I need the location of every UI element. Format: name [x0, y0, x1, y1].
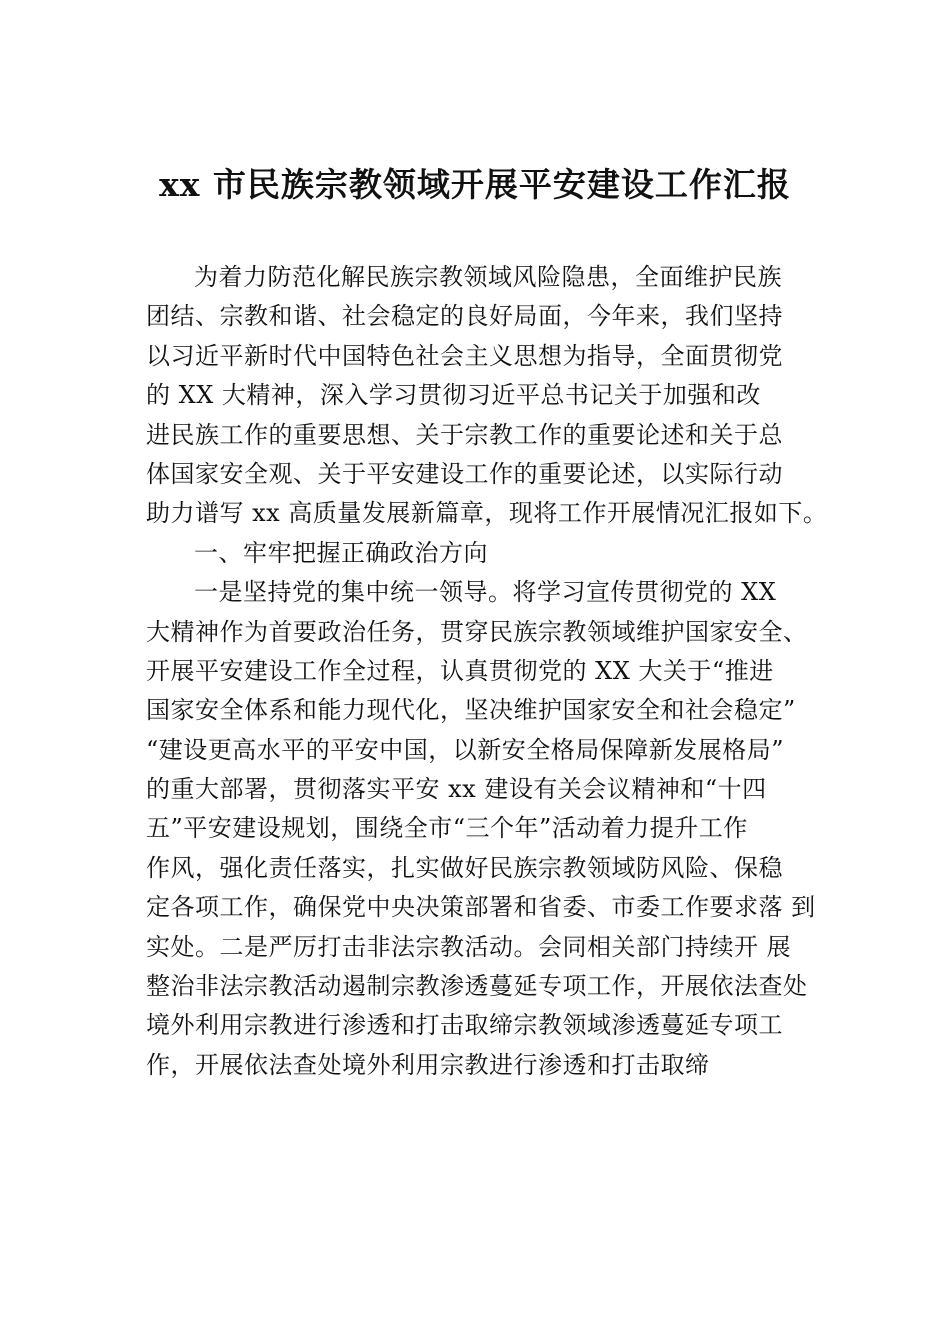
document-title: xx 市民族宗教领域开展平安建设工作汇报: [159, 165, 791, 204]
paragraph-line: 为着力防范化解民族宗教领域风险隐患，全面维护民族: [194, 263, 782, 291]
paragraph-line: 大精神作为首要政治任务，贯穿民族宗教领域维护国家安全、: [146, 617, 808, 646]
paragraph-line: 一是坚持党的集中统一领导。将学习宣传贯彻党的 XX: [194, 578, 777, 607]
paragraph-line: 作，开展依法查处境外利用宗教进行渗透和打击取缔: [146, 1050, 710, 1079]
paragraph-line: 境外利用宗教进行渗透和打击取缔宗教领域渗透蔓延专项工: [146, 1011, 783, 1040]
paragraph-line: 体国家安全观、关于平安建设工作的重要论述，以实际行动: [146, 459, 783, 488]
paragraph-line: 的 XX 大精神，深入学习贯彻习近平总书记关于加强和改: [146, 381, 761, 410]
section-heading: 一、牢牢把握正确政治方向: [194, 538, 488, 567]
paragraph-line: 五”平安建设规划，围绕全市“三个年”活动着力提升工作: [146, 814, 748, 843]
paragraph-line: 进民族工作的重要思想、关于宗教工作的重要论述和关于总: [146, 420, 783, 449]
paragraph-line: 以习近平新时代中国特色社会主义思想为指导，全面贯彻党: [146, 341, 783, 370]
paragraph-line: 作风，强化责任落实，扎实做好民族宗教领域防风险、保稳: [146, 853, 783, 882]
paragraph-line: “建设更高水平的平安中国，以新安全格局保障新发展格局”: [146, 735, 785, 764]
paragraph-line: 整治非法宗教活动遏制宗教渗透蔓延专项工作，开展依法查处: [146, 972, 808, 1001]
document-body: [146, 258, 846, 1085]
paragraph-line: 团结、宗教和谐、社会稳定的良好局面，今年来，我们坚持: [146, 302, 783, 331]
paragraph-line: 定各项工作，确保党中央决策部署和省委、市委工作要求落 到: [146, 893, 816, 922]
paragraph-line: 助力谱写 xx 高质量发展新篇章，现将工作开展情况汇报如下。: [146, 499, 828, 528]
paragraph-line: 的重大部署，贯彻落实平安 xx 建设有关会议精神和“十四: [146, 775, 767, 804]
paragraph-line: 实处。二是严厉打击非法宗教活动。会同相关部门持续开 展: [146, 932, 792, 961]
paragraph-line: 开展平安建设工作全过程，认真贯彻党的 XX 大关于“推进: [146, 656, 774, 685]
paragraph-line: 国家安全体系和能力现代化，坚决维护国家安全和社会稳定”: [146, 696, 796, 725]
